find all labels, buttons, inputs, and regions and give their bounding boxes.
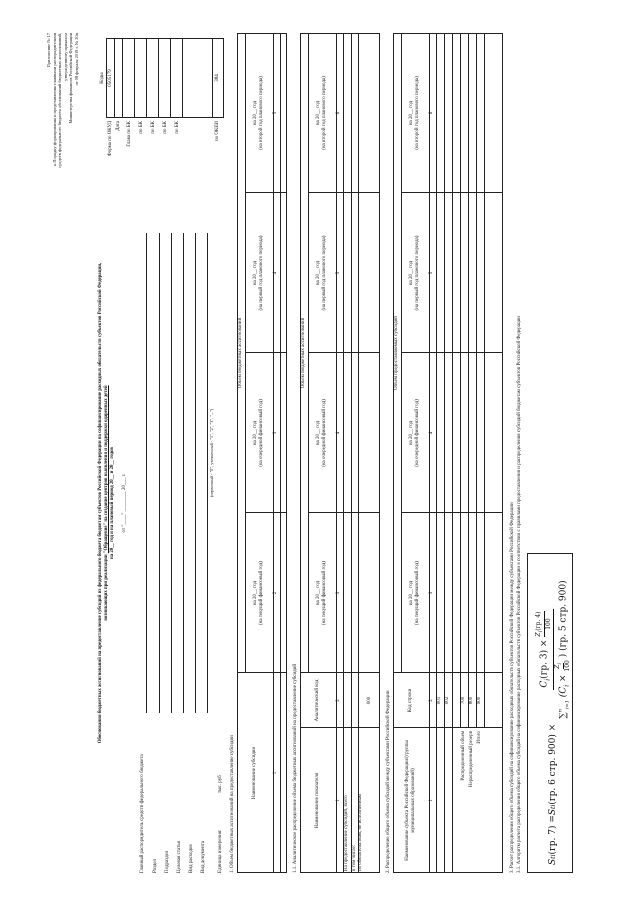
- section31-title: 3.1. Алгоритм расчета распределения общего объема субсидий на софинансирование расходных обязательств субъектов Российской Федерации в соответствии с правилами предоставления и распределения субсидий бюджетам субъектов Российской Федерации: [517, 316, 522, 873]
- s2-footer-code: 700: [460, 696, 466, 705]
- field-target-article: Целевая статья: [177, 841, 182, 873]
- s11-col-year: на 20__ год (на текущий финансовый год): [315, 561, 327, 625]
- s11-col-year: на 20__ год (на первый год планового периода): [315, 235, 327, 311]
- s2-col-year: на 20__ год (на первый год планового периода): [408, 235, 420, 311]
- s1-num: 5: [273, 111, 279, 115]
- s2-num: 5: [429, 271, 435, 275]
- s11-num: 3: [336, 591, 342, 595]
- annex-block: [46, 33, 79, 233]
- s2-num: 6: [429, 111, 435, 115]
- s11-num: 5: [336, 271, 342, 275]
- codes-row-label: Глава по БК: [127, 121, 132, 147]
- codes-row-label: по БК: [175, 121, 180, 134]
- codes-row-label: по БК: [139, 121, 144, 134]
- title-line-1: Обоснования бюджетных ассигнований на предоставление субсидий из федерального бюджета бюджетам субъектов Российской Федерации на софинансирование расходных обязательств субъектов Российской Федерации,: [98, 262, 103, 744]
- s2-col-year: на 20__ год (на текущий финансовый год): [408, 561, 420, 625]
- s2-num: 4: [429, 431, 435, 435]
- s11-col-year: на 20__ год (на очередной финансовый год): [315, 399, 327, 467]
- s1-num: 3: [273, 431, 279, 435]
- s2-col-year: на 20__ год (на второй год планового периода): [408, 76, 420, 150]
- okud-value: 0505179: [108, 69, 113, 87]
- s2-num: 2: [429, 699, 435, 702]
- s2-col-region: Наименование субъекта Российской Федерации/(группы муниципальных образований): [404, 740, 416, 861]
- codes-header: Коды: [100, 72, 105, 84]
- s2-footer-code: 900: [476, 696, 482, 705]
- s2-col-year: на 20__ год (на очередной финансовый год): [408, 399, 420, 467]
- s1-col-year: на 20__ год (на очередной финансовый год): [252, 399, 264, 467]
- s2-row-code: 001: [436, 696, 442, 705]
- date-line: от "____" ________ 20___ г.: [122, 473, 127, 533]
- annex-line: к Порядку формирования и представления главными распорядителями: [51, 33, 57, 166]
- s11-code-value: 000: [366, 696, 372, 705]
- s1-col-year: на 20__ год (на текущий финансовый год): [252, 561, 264, 625]
- s11-row-including: в том числе:: [352, 844, 357, 871]
- codes-date-label: Дата: [116, 121, 121, 131]
- title-line-3: на 20__ год и на плановый период 20__ и 20__ годов: [109, 447, 115, 559]
- s1-col-subsidy-name: Наименование субсидии: [251, 746, 257, 800]
- annex-line: утвержденному приказом: [62, 33, 68, 81]
- field-subsection: Подраздел: [165, 850, 170, 873]
- annex-line: средств федерального бюджета обоснований бюджетных ассигнований,: [57, 33, 62, 168]
- s2-group-header: Объем предоставляемых субсидий: [393, 316, 399, 390]
- s2-footer-code: 800: [468, 696, 474, 705]
- s2-num: 3: [429, 591, 435, 595]
- section1-title: 1. Объем бюджетных ассигнований на предоставление субсидии: [230, 735, 235, 873]
- s2-footer-total: Итого: [477, 731, 482, 744]
- okei-value: 384: [215, 74, 220, 82]
- field-document-type: Вид документа: [201, 840, 206, 873]
- s1-num: 2: [273, 591, 279, 595]
- formula: S ti (гр. 7) = S ti (гр. 6 стр. 900) × $C_i(гр$. 3) × $Z_i(гр$. 4) 100 ∑$^n_{i=1}$ ($C_i$ × $Z_i$ 100 ) (гр. 5 стр. 900): [535, 580, 572, 865]
- s2-footer-reserve: Нераспределенный резерв: [469, 731, 474, 788]
- s1-group-header: Объем бюджетных ассигнований: [237, 317, 243, 389]
- unit-label: Единица измерения:: [218, 829, 223, 873]
- field-section: Раздел: [153, 858, 158, 873]
- title-line-2: возникающих при реализации "Обращение" на создание центров выявления и поддержки одаренных детей: [103, 385, 109, 621]
- s11-col-code: Аналитический код: [314, 679, 320, 722]
- field-chief-admin: Главный распорядитель средств федерального бюджета: [140, 754, 145, 873]
- s1-col-year: на 20__ год (на первый год планового периода): [252, 235, 264, 311]
- s11-num: 1: [336, 799, 342, 802]
- rotated-form: [40, 23, 640, 883]
- codes-row-label: по БК: [163, 121, 168, 134]
- s1-num: 1: [273, 771, 279, 775]
- codes-box: [106, 38, 224, 118]
- s2-col-row-code: Код строки: [407, 688, 413, 713]
- s11-num: 4: [336, 431, 342, 435]
- s11-group-header: Объем бюджетных ассигнований: [300, 317, 306, 389]
- s11-col-indicator: Наименование показателя: [314, 772, 320, 829]
- s2-row-code: [452, 673, 460, 728]
- field-expense-type: Вид расходов: [189, 844, 194, 873]
- s2-num: 1: [429, 799, 435, 802]
- s11-num: 2: [336, 699, 342, 702]
- annex-line: от 08 февраля 2019 г. № 20н: [73, 33, 79, 86]
- form-title: [98, 153, 116, 853]
- okud-label: Форма по ОКУД: [108, 121, 113, 157]
- s11-row-total: На предоставление субсидий, всего: [344, 795, 349, 871]
- codes-row-label: по БК: [151, 121, 156, 134]
- okei-label: по ОКЕИ: [215, 121, 220, 142]
- annex-line: Приложение № 17: [46, 33, 51, 68]
- unit-value: тыс. руб: [218, 775, 223, 793]
- s11-col-year: на 20__ год (на второй год планового периода): [315, 76, 327, 150]
- s1-col-year: на 20__ год (на второй год планового периода): [252, 76, 264, 150]
- section11-title: 1.1. Аналитическое распределение объема бюджетных ассигнований на предоставление субсидий: [293, 663, 298, 873]
- s2-row-code: 002: [444, 696, 450, 705]
- s1-num: 4: [273, 271, 279, 275]
- s2-footer-distributed: Распределенный объем: [461, 731, 466, 781]
- annex-line: Министерства финансов Российской Федерации: [68, 33, 73, 124]
- doc-note: (первичный - "0", уточненный - "1", "2", "3", "..."): [209, 408, 214, 498]
- section3-title: 3. Расчет распределения общего объема субсидий на софинансирование расходных обязательств субъектов Российской Федерации между субъектами Российской Федерации: [510, 502, 515, 873]
- section2-title: 2. Распределение общего объема субсидий между субъектами Российской Федерации: [386, 690, 391, 873]
- s11-row-unfulfilled: по обязательствам, не исполненным: [358, 794, 363, 871]
- s11-num: 6: [336, 111, 342, 115]
